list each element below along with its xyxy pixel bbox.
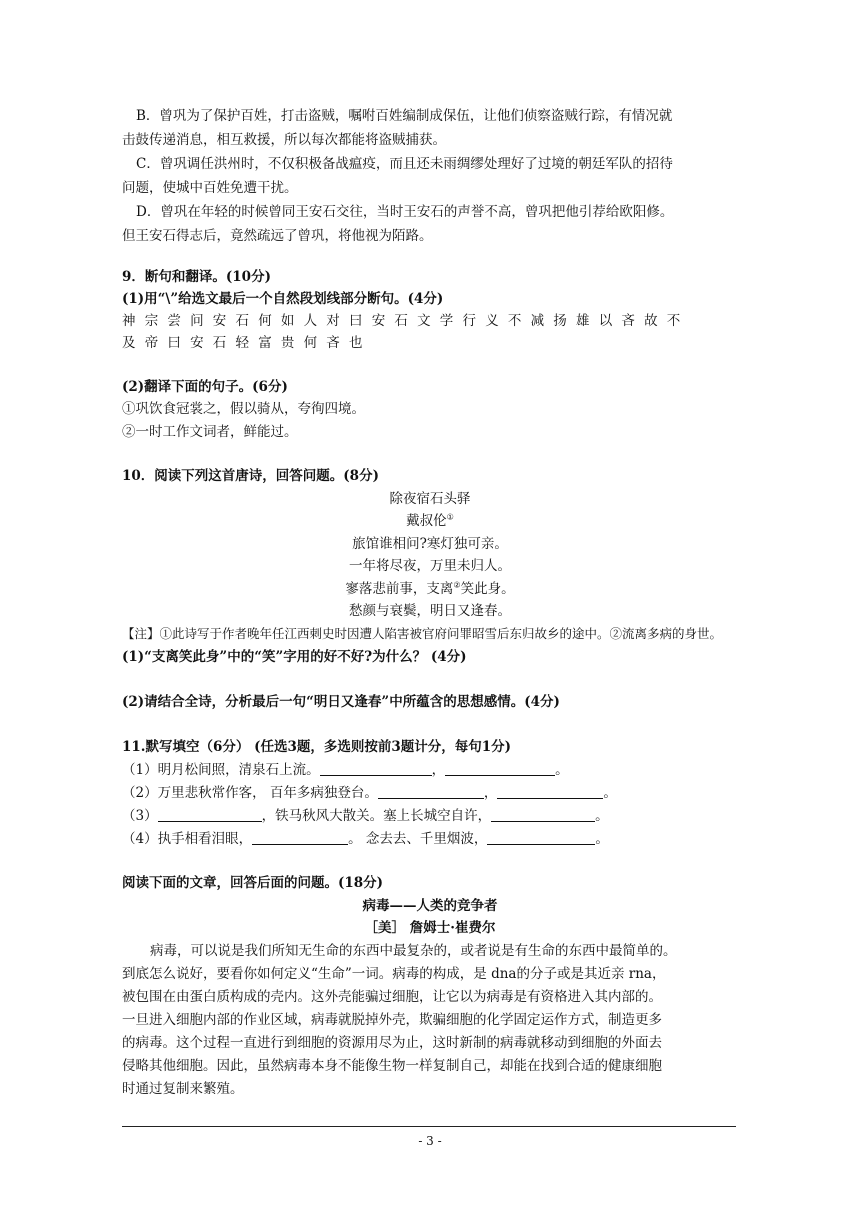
fill-item-2: [122, 783, 617, 803]
punctuation: 。: [555, 762, 569, 778]
question-9-sub-1: (1)用“\”给选文最后一个自然段划线部分断句。(4分): [122, 291, 444, 307]
question-9-title: 9．断句和翻译。(10分): [122, 269, 271, 285]
translation-sentence-2: ②一时工作文词者，鲜能过。: [122, 424, 298, 440]
punctuation: 。: [603, 785, 617, 801]
answer-blank[interactable]: [158, 807, 262, 822]
poem-line-3-part-2: 笑此身。: [460, 581, 515, 597]
footnote-mark-1: ①: [446, 512, 454, 522]
poem-line-2: 一年将尽夜，万里未归人。: [349, 558, 511, 574]
poem-title: 除夜宿石头驿: [389, 491, 471, 507]
answer-blank[interactable]: [445, 761, 555, 776]
option-d-line-2: 但王安石得志后，竟然疏远了曾巩，将他视为陌路。: [122, 228, 433, 244]
answer-blank[interactable]: [491, 807, 595, 822]
poem-line-3: [0, 579, 860, 599]
answer-blank[interactable]: [497, 784, 603, 799]
article-title: 病毒——人类的竞争者: [362, 898, 498, 914]
fill-item-4-text-2: 。 念去去、千里烟波，: [348, 831, 488, 847]
fill-item-3-text: ，铁马秋风大散关。塞上长城空自许，: [261, 808, 492, 824]
option-d-line-1: D．曾巩在年轻的时候曾同王安石交往，当时王安石的声誉不高，曾巩把他引荐给欧阳修。: [136, 204, 674, 220]
option-b-line-1: B．曾巩为了保护百姓，打击盗贼，嘱咐百姓编制成保伍，让他们侦察盗贼行踪，有情况就: [136, 108, 673, 124]
punctuation: 。: [595, 831, 609, 847]
fill-item-3-number: （3）: [122, 808, 158, 824]
option-c-line-2: 问题，使城中百姓免遭干扰。: [122, 180, 298, 196]
question-10-sub-2: (2)请结合全诗，分析最后一句“明日又逢春”中所蕴含的思想感情。(4分): [122, 694, 560, 710]
poem-note: 【注】①此诗写于作者晚年任江西刺史时因遭人陷害被官府问罪昭雪后东归故乡的途中。②流离多病的身世。: [122, 626, 723, 641]
article-line-5: 的病毒。这个过程一直进行到细胞的资源用尽为止，这时新制的病毒就移动到细胞的外面去: [122, 1035, 662, 1051]
answer-blank[interactable]: [252, 830, 348, 845]
poem-line-1: 旅馆谁相问?寒灯独可亲。: [352, 536, 508, 552]
footer-divider: [122, 1126, 736, 1127]
answer-blank[interactable]: [487, 830, 595, 845]
punctuation: 。: [595, 808, 609, 824]
translation-sentence-1: ①巩饮食冠裳之，假以骑从，夸徇四境。: [122, 401, 365, 417]
reading-intro: 阅读下面的文章，回答后面的问题。(18分): [122, 875, 384, 891]
question-9-passage-line-2: 及帝曰安石轻富贵何吝也: [122, 335, 372, 351]
article-line-6: 侵略其他细胞。因此，虽然病毒本身不能像生物一样复制自己，却能在找到合适的健康细胞: [122, 1058, 662, 1074]
option-c-line-1: C．曾巩调任洪州时，不仅积极备战瘟疫，而且还未雨绸缪处理好了过境的朝廷军队的招待: [136, 156, 673, 172]
punctuation: ，: [431, 762, 446, 778]
poem-line-3-part-1: 寥落悲前事，支离: [345, 581, 454, 597]
article-line-7: 时通过复制来繁殖。: [122, 1081, 244, 1097]
fill-item-2-text: （2）万里悲秋常作客， 百年多病独登台。: [122, 785, 378, 801]
answer-blank[interactable]: [320, 761, 432, 776]
fill-item-1: [122, 760, 569, 780]
article-line-2: 到底怎么说好，要看你如何定义“生命”一词。病毒的构成，是 dna的分子或是其近亲 rna，: [122, 966, 666, 982]
question-10-sub-1: (1)“支离笑此身”中的“笑”字用的好不好?为什么？ (4分): [122, 649, 467, 665]
punctuation: ，: [483, 785, 498, 801]
article-line-4: 一旦进入细胞内部的作业区域，病毒就脱掉外壳，欺骗细胞的化学固定运作方式，制造更多: [122, 1012, 662, 1028]
question-10-title: 10．阅读下列这首唐诗，回答问题。(8分): [122, 468, 379, 484]
fill-item-4-text: （4）执手相看泪眼，: [122, 831, 253, 847]
article-line-1: 病毒，可以说是我们所知无生命的东西中最复杂的，或者说是有生命的东西中最简单的。: [150, 943, 677, 959]
poem-line-4: 愁颜与衰鬓，明日又逢春。: [349, 603, 511, 619]
article-author: ［美］ 詹姆士·崔费尔: [364, 920, 496, 936]
article-line-3: 被包围在由蛋白质构成的壳内。这外壳能骗过细胞，让它以为病毒是有资格进入其内部的。: [122, 989, 662, 1005]
page-number: - 3 -: [418, 1134, 442, 1148]
question-9-sub-2: (2)翻译下面的句子。(6分): [122, 379, 288, 395]
option-b-line-2: 击鼓传递消息，相互救援，所以每次都能将盗贼捕获。: [122, 132, 446, 148]
question-11-title: 11.默写填空（6分） (任选3题，多选则按前3题计分，每句1分): [122, 739, 512, 755]
fill-item-4: [122, 829, 609, 849]
fill-item-1-text: （1）明月松间照，清泉石上流。: [122, 762, 320, 778]
fill-item-3: [122, 806, 609, 826]
poem-author-name: 戴叔伦: [406, 513, 447, 529]
poem-author: [0, 511, 860, 531]
answer-blank[interactable]: [378, 784, 484, 799]
footnote-mark-2: ②: [453, 580, 461, 590]
question-9-passage-line-1: 神宗尝问安石何如人对曰安石文学行义不减扬雄以吝故不: [122, 313, 690, 329]
